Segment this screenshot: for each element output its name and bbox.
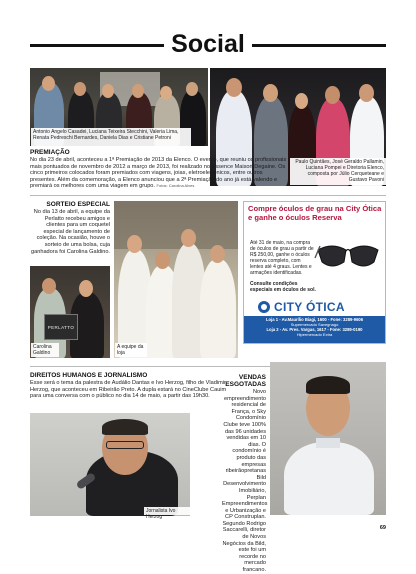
face xyxy=(226,78,242,97)
photo-ivo-herzog xyxy=(30,413,190,516)
face xyxy=(127,235,142,253)
face xyxy=(186,82,198,96)
face xyxy=(102,84,114,98)
premiacao-heading: PREMIAÇÃO xyxy=(30,149,70,156)
store-2: Loja 2 - Av. Pres. Vargas, 1617 - Fone: 3289-0190 xyxy=(266,327,363,333)
direitos-section xyxy=(30,372,230,412)
hair xyxy=(102,419,148,435)
ad-consult: Consulte condições especiais em óculos de sol. xyxy=(250,281,316,293)
ad-stores xyxy=(244,316,385,343)
face xyxy=(181,229,196,247)
vendas-heading: VENDAS ESGOTADAS xyxy=(225,374,266,388)
face xyxy=(210,245,225,263)
premiacao-credit: Fotos: Carolina Alves xyxy=(156,183,195,189)
page-number: 69 xyxy=(379,525,386,531)
vendas-section xyxy=(222,374,268,574)
face xyxy=(42,278,56,294)
face xyxy=(325,86,340,104)
face xyxy=(74,82,86,96)
premiacao-section xyxy=(30,149,290,189)
sorteio-heading: SORTEIO ESPECIAL xyxy=(46,201,110,208)
direitos-body: Esse será o tema da palestra de Audálio Dantas e Ivo Herzog, filho de Vladimir Herzog, que aconteceu em Ribeirão Preto. A dupla estará no CineClube Cauim para uma conversa com o público no dia 14 de maio, a partir das 19h30. xyxy=(30,380,227,400)
bag-brand-text: PERLATTO xyxy=(47,325,75,330)
ad-city-otica[interactable] xyxy=(243,201,386,344)
header-bar xyxy=(30,30,386,60)
caption-premiacao-right: Paulo Quintães, José Geraldo Pallamin, Luciana Pompei e Diretoria Elenco, composta por Júlio Cerqueteane e Gustavo Pavoni xyxy=(290,158,386,185)
person xyxy=(200,259,236,358)
face xyxy=(295,93,308,109)
bag xyxy=(44,314,78,340)
caption-premiacao-left: Antonio Angelo Casadei, Luciana Teixeira Stecchini, Valeria Lima, Renata Pedreschi Bernardes, Daniela Dias e Cristiane Petroni xyxy=(31,128,191,146)
vendas-body: Novo empreendimento residencial de França, o Sky Condomínio Clube teve 100% das 96 unidades vendidas em 10 dias. O condomínio é produto das empresas ribeirãopretanas Bild Desenvolvimento Imobiliário, Perplan Empreendimentos e Urbanização e CP Construplan. Segundo Rodrigo Saccarelli, diretor de Novos Negócios da Bild, este foi um recorde no mercado francano. xyxy=(222,389,268,574)
person xyxy=(284,442,374,515)
caption-equipe: A equipe da loja xyxy=(115,343,147,357)
face xyxy=(263,84,278,102)
glasses xyxy=(106,441,144,449)
caption-ivo: Jornalista Ivo Herzog xyxy=(144,507,190,515)
divider xyxy=(30,195,386,196)
face xyxy=(359,84,374,102)
ad-body: Até 31 de maio, na compra de óculos de grau a partir de R$ 250,00, ganhe o óculos reserva completo, com lentes até 4 graus. Lentes e armações identificadas. xyxy=(250,240,314,276)
ad-logo-text: CITY ÓTICA xyxy=(274,300,345,314)
premiacao-text: No dia 23 de abril, aconteceu a 1ª Premiação de 2013 da Elenco. O evento, que reuniu os profissionais mais pontuados de novembro de 2012 a março de 2013, foi realizado no Essence Maison Degaine. Os cinco primeiros colocados foram premiados com viagens, joias, eletroeletrônicos, entre outros presentes. Além da comemoração, a Elenco anunciou que a 2ª Premiação do ano já está valendo e premiará os melhores com uma viagem em grupo. xyxy=(30,157,287,190)
face xyxy=(155,251,170,269)
premiacao-body xyxy=(30,157,290,190)
direitos-heading: DIREITOS HUMANOS E JORNALISMO xyxy=(30,372,148,379)
sunglasses-icon xyxy=(314,236,382,276)
ad-headline: Compre óculos de grau na City Ótica e ganhe o óculos Reserva xyxy=(248,204,382,222)
face xyxy=(79,280,93,297)
store-2-sub: Hipermercado Extra xyxy=(296,332,333,338)
face xyxy=(42,76,55,91)
ad-sunglasses xyxy=(314,236,382,276)
header-rule-left xyxy=(30,44,164,47)
page-title: Social xyxy=(171,30,245,58)
logo-icon-inner xyxy=(261,304,267,310)
header-rule-right xyxy=(252,44,386,47)
ad-logo xyxy=(258,300,374,314)
photo-equipe-loja xyxy=(114,201,238,358)
collar xyxy=(316,438,340,448)
sorteio-section xyxy=(30,201,110,265)
face xyxy=(132,84,144,98)
store-1: Loja 1 - Av.Maurílio Biagi, 1600 - Fone: 3289-9606 xyxy=(265,317,364,322)
face xyxy=(160,86,172,100)
sorteio-body: No dia 13 de abril, a equipe da Perlatto recebeu amigos e clientes para um coquetel especial de lançamento de coleção. Na ocasião, houve o sorteio de uma bolsa, cuja ganhadora foi Carolina Galdino. xyxy=(31,209,110,255)
store-1-sub: Supermercado Savegnago xyxy=(290,322,339,328)
hair xyxy=(306,376,350,394)
photo-rodrigo-saccarelli xyxy=(270,362,386,515)
caption-carolina: Carolina Galdino xyxy=(31,343,59,357)
